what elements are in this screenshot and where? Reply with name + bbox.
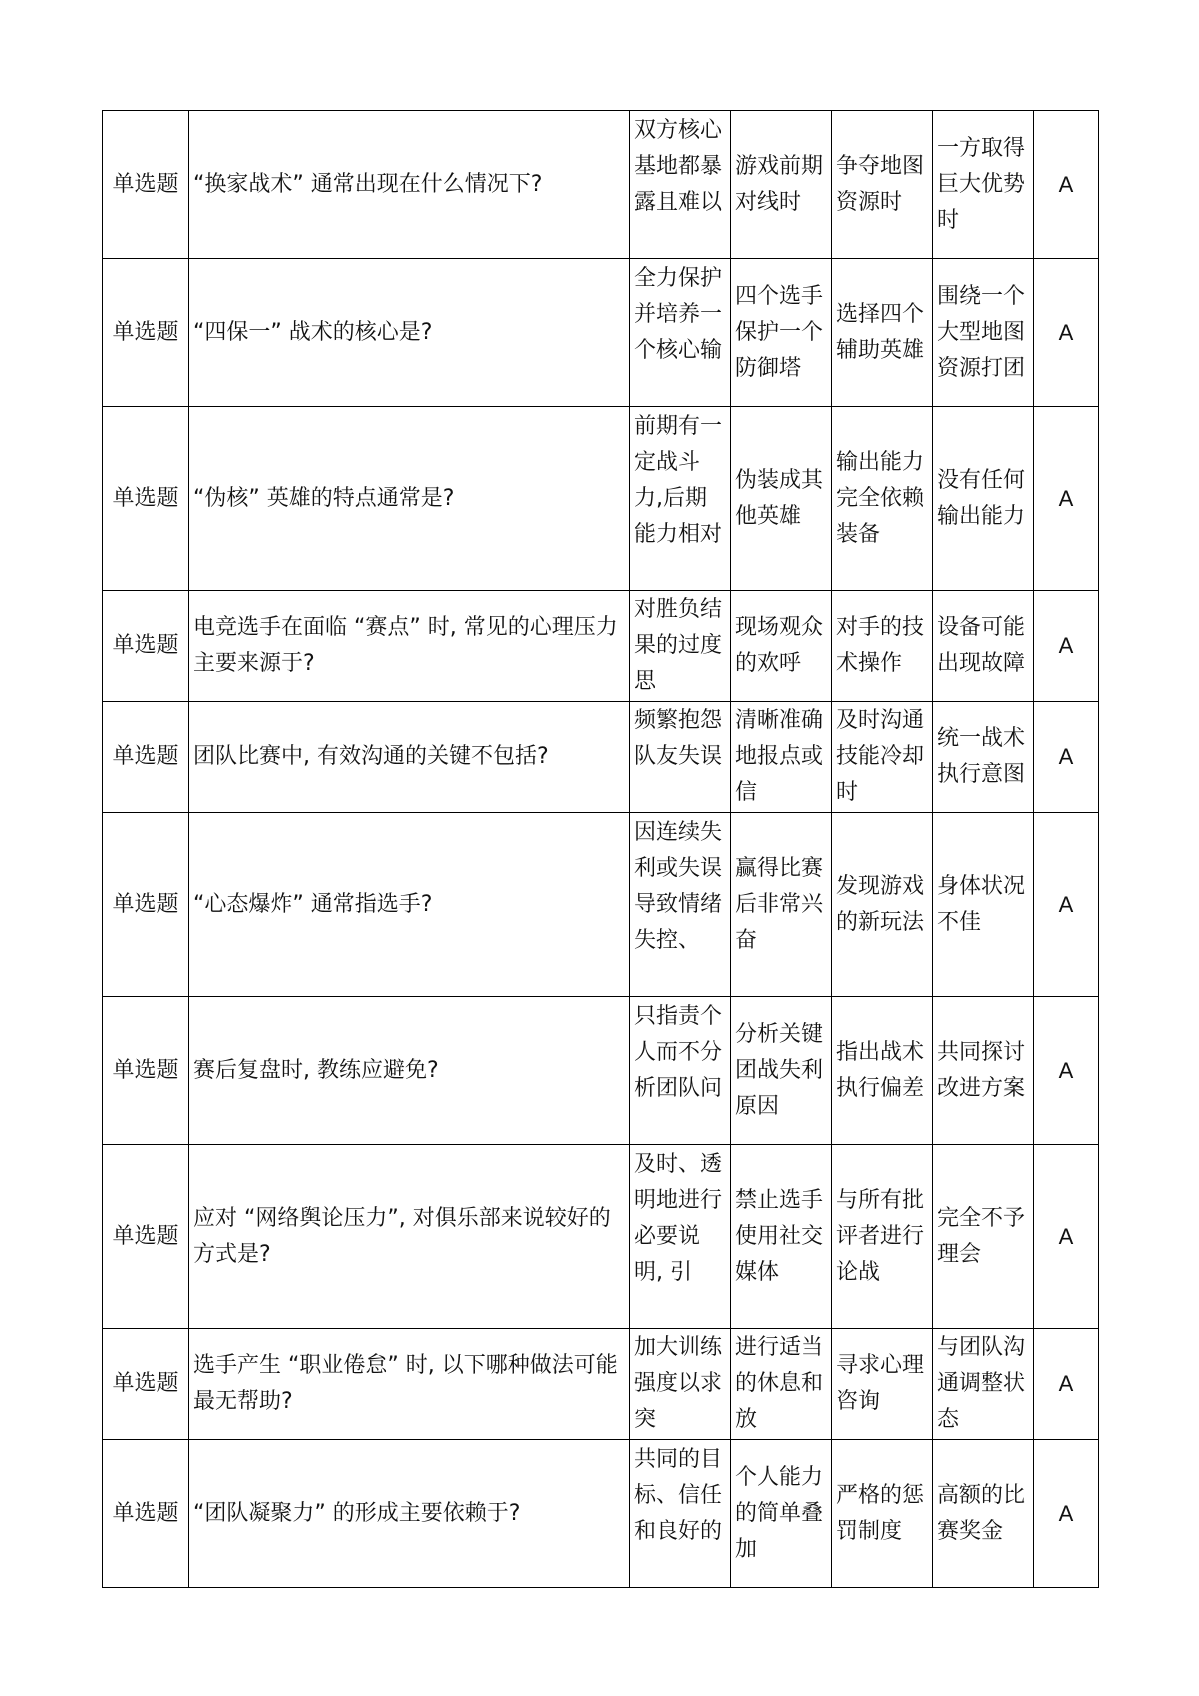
option-b-text: 进行适当的休息和放 xyxy=(735,1335,824,1432)
answer-cell: A xyxy=(1034,111,1099,259)
option-d-cell xyxy=(933,111,1034,259)
option-a-text: 前期有一定战斗力,后期能力相对 xyxy=(634,413,723,547)
option-b-text: 清晰准确地报点或信 xyxy=(735,708,824,805)
option-c-text: 输出能力完全依赖装备 xyxy=(836,449,925,547)
option-b-cell xyxy=(731,997,832,1145)
question-text-cell: “心态爆炸” 通常指选手? xyxy=(189,813,630,997)
option-a-cell xyxy=(630,702,731,813)
option-b-text: 现场观众的欢呼 xyxy=(735,615,824,676)
option-d-cell xyxy=(933,1329,1034,1440)
table-row xyxy=(103,591,1099,702)
option-c-cell xyxy=(832,259,933,407)
option-d-cell xyxy=(933,407,1034,591)
table-row xyxy=(103,1440,1099,1588)
option-c-cell xyxy=(832,1440,933,1588)
option-d-cell xyxy=(933,702,1034,813)
answer-cell: A xyxy=(1034,259,1099,407)
table-row xyxy=(103,407,1099,591)
option-b-text: 伪装成其他英雄 xyxy=(735,467,824,529)
question-type-cell: 单选题 xyxy=(103,259,189,407)
table-row xyxy=(103,813,1099,997)
option-d-text: 完全不予理会 xyxy=(937,1205,1026,1267)
question-type-cell: 单选题 xyxy=(103,1329,189,1440)
table-row xyxy=(103,111,1099,259)
answer-cell: A xyxy=(1034,1145,1099,1329)
quiz-table-body xyxy=(103,111,1099,1588)
option-d-text: 高额的比赛奖金 xyxy=(937,1482,1026,1544)
option-c-text: 严格的惩罚制度 xyxy=(836,1482,925,1544)
option-a-text: 双方核心基地都暴露且难以 xyxy=(634,117,723,215)
table-row xyxy=(103,1145,1099,1329)
option-b-cell xyxy=(731,1440,832,1588)
option-a-cell xyxy=(630,1329,731,1440)
question-type-cell: 单选题 xyxy=(103,407,189,591)
option-a-cell xyxy=(630,591,731,702)
option-a-text: 频繁抱怨队友失误 xyxy=(634,708,723,769)
option-b-text: 游戏前期对线时 xyxy=(735,153,824,215)
option-b-text: 个人能力的简单叠加 xyxy=(735,1464,824,1562)
option-c-text: 寻求心理咨询 xyxy=(836,1353,925,1414)
option-c-cell xyxy=(832,1329,933,1440)
question-text-cell: “伪核” 英雄的特点通常是? xyxy=(189,407,630,591)
option-c-cell xyxy=(832,407,933,591)
question-text-cell: 电竞选手在面临 “赛点” 时, 常见的心理压力主要来源于? xyxy=(189,591,630,702)
option-d-cell xyxy=(933,997,1034,1145)
option-b-text: 赢得比赛后非常兴奋 xyxy=(735,855,824,953)
option-d-cell xyxy=(933,591,1034,702)
option-a-text: 及时、透明地进行必要说明, 引 xyxy=(634,1151,723,1285)
option-d-cell xyxy=(933,1440,1034,1588)
question-type-cell: 单选题 xyxy=(103,111,189,259)
option-a-cell xyxy=(630,407,731,591)
question-type-cell: 单选题 xyxy=(103,813,189,997)
option-c-cell xyxy=(832,997,933,1145)
option-d-text: 身体状况不佳 xyxy=(937,873,1026,935)
table-row xyxy=(103,702,1099,813)
option-b-cell xyxy=(731,1145,832,1329)
option-d-text: 围绕一个大型地图资源打团 xyxy=(937,283,1026,381)
option-b-cell xyxy=(731,407,832,591)
option-a-text: 因连续失利或失误导致情绪失控、 xyxy=(634,819,723,953)
option-b-cell xyxy=(731,1329,832,1440)
option-a-cell xyxy=(630,111,731,259)
option-c-cell xyxy=(832,591,933,702)
quiz-table xyxy=(102,110,1099,1588)
option-c-text: 争夺地图资源时 xyxy=(836,153,925,215)
option-c-text: 发现游戏的新玩法 xyxy=(836,873,925,935)
answer-cell: A xyxy=(1034,407,1099,591)
option-a-cell xyxy=(630,997,731,1145)
option-d-text: 设备可能出现故障 xyxy=(937,615,1026,676)
question-type-cell: 单选题 xyxy=(103,702,189,813)
option-d-text: 共同探讨改进方案 xyxy=(937,1039,1026,1101)
question-text-cell: “团队凝聚力” 的形成主要依赖于? xyxy=(189,1440,630,1588)
option-c-text: 指出战术执行偏差 xyxy=(836,1039,925,1101)
question-text-cell: “换家战术” 通常出现在什么情况下? xyxy=(189,111,630,259)
option-d-text: 统一战术执行意图 xyxy=(937,726,1026,787)
option-a-text: 只指责个人而不分析团队问 xyxy=(634,1003,723,1101)
table-row xyxy=(103,259,1099,407)
option-a-text: 对胜负结果的过度思 xyxy=(634,597,723,694)
option-b-cell xyxy=(731,813,832,997)
option-b-cell xyxy=(731,591,832,702)
question-text-cell: “四保一” 战术的核心是? xyxy=(189,259,630,407)
answer-cell: A xyxy=(1034,1440,1099,1588)
option-c-text: 与所有批评者进行论战 xyxy=(836,1187,925,1285)
question-text-cell: 团队比赛中, 有效沟通的关键不包括? xyxy=(189,702,630,813)
option-d-text: 一方取得巨大优势时 xyxy=(937,135,1026,233)
question-type-cell: 单选题 xyxy=(103,1145,189,1329)
question-text-cell: 赛后复盘时, 教练应避免? xyxy=(189,997,630,1145)
option-d-cell xyxy=(933,259,1034,407)
option-a-cell xyxy=(630,813,731,997)
option-a-cell xyxy=(630,1440,731,1588)
table-row xyxy=(103,997,1099,1145)
option-b-cell xyxy=(731,702,832,813)
option-c-cell xyxy=(832,111,933,259)
option-c-text: 及时沟通技能冷却时 xyxy=(836,708,925,805)
option-b-text: 四个选手保护一个防御塔 xyxy=(735,283,824,381)
option-c-text: 选择四个辅助英雄 xyxy=(836,301,925,363)
option-d-text: 与团队沟通调整状态 xyxy=(937,1335,1026,1432)
option-c-cell xyxy=(832,702,933,813)
question-text-cell: 应对 “网络舆论压力”, 对俱乐部来说较好的方式是? xyxy=(189,1145,630,1329)
answer-cell: A xyxy=(1034,997,1099,1145)
option-b-cell xyxy=(731,111,832,259)
option-b-text: 分析关键团战失利原因 xyxy=(735,1021,824,1119)
option-a-cell xyxy=(630,259,731,407)
option-a-text: 加大训练强度以求突 xyxy=(634,1335,723,1432)
option-d-cell xyxy=(933,1145,1034,1329)
option-c-text: 对手的技术操作 xyxy=(836,615,925,676)
option-b-cell xyxy=(731,259,832,407)
option-c-cell xyxy=(832,813,933,997)
option-d-cell xyxy=(933,813,1034,997)
option-d-text: 没有任何输出能力 xyxy=(937,467,1026,529)
question-type-cell: 单选题 xyxy=(103,997,189,1145)
answer-cell: A xyxy=(1034,591,1099,702)
question-text-cell: 选手产生 “职业倦怠” 时, 以下哪种做法可能最无帮助? xyxy=(189,1329,630,1440)
answer-cell: A xyxy=(1034,1329,1099,1440)
question-type-cell: 单选题 xyxy=(103,591,189,702)
question-type-cell: 单选题 xyxy=(103,1440,189,1588)
table-row xyxy=(103,1329,1099,1440)
option-a-text: 共同的目标、信任和良好的 xyxy=(634,1446,723,1544)
option-b-text: 禁止选手使用社交媒体 xyxy=(735,1187,824,1285)
answer-cell: A xyxy=(1034,813,1099,997)
option-c-cell xyxy=(832,1145,933,1329)
option-a-text: 全力保护并培养一个核心输 xyxy=(634,265,723,363)
option-a-cell xyxy=(630,1145,731,1329)
answer-cell: A xyxy=(1034,702,1099,813)
